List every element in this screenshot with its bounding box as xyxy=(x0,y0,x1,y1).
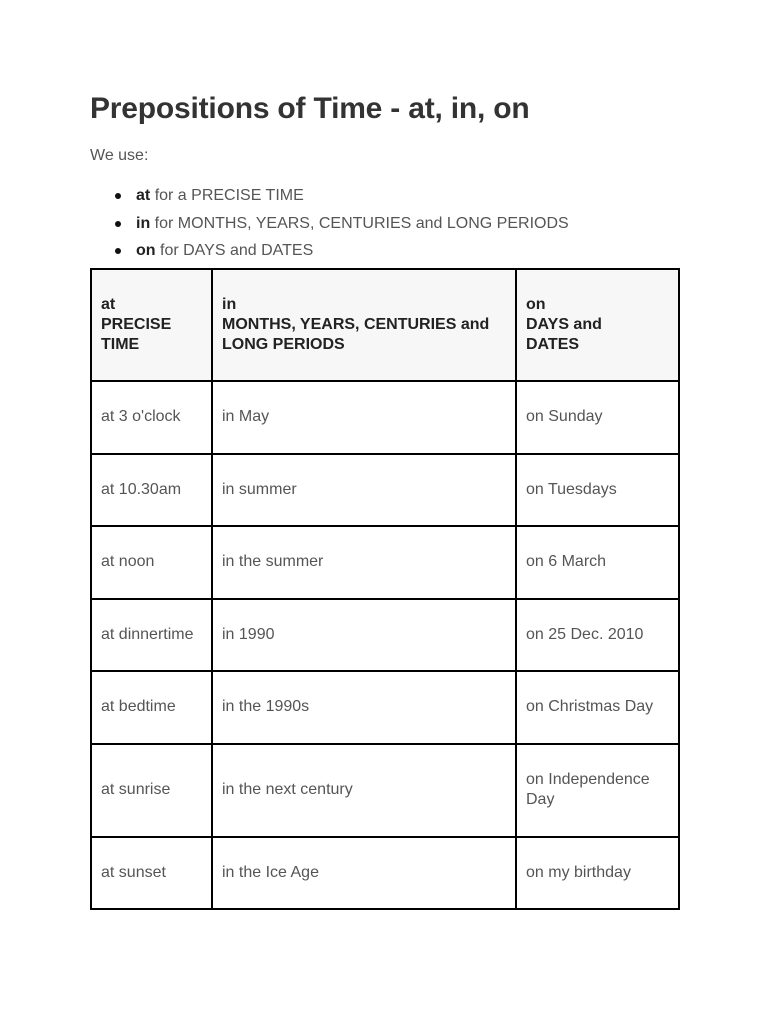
table-cell: in the summer xyxy=(212,526,516,599)
table-header-row xyxy=(91,269,679,381)
intro-text: We use: xyxy=(90,147,149,164)
table-cell: on 25 Dec. 2010 xyxy=(516,599,679,672)
header-cell-on xyxy=(516,269,679,381)
header-line: LONG PERIODS xyxy=(222,336,345,353)
table-row xyxy=(91,744,679,837)
table-cell: at bedtime xyxy=(91,671,212,744)
usage-list xyxy=(90,184,569,267)
table-cell: on Christmas Day xyxy=(516,671,679,744)
prepositions-table xyxy=(90,268,680,910)
table-cell: at noon xyxy=(91,526,212,599)
list-item xyxy=(136,184,569,212)
table-cell: in May xyxy=(212,381,516,454)
bullet-icon xyxy=(115,221,121,227)
list-item xyxy=(136,212,569,240)
usage-keyword: on xyxy=(136,242,156,259)
table-cell: on 6 March xyxy=(516,526,679,599)
table-cell: at 10.30am xyxy=(91,454,212,527)
table-cell: on Sunday xyxy=(516,381,679,454)
header-line: MONTHS, YEARS, CENTURIES and xyxy=(222,316,490,333)
table-cell: at dinnertime xyxy=(91,599,212,672)
usage-text: for a PRECISE TIME xyxy=(154,187,304,204)
table-cell: at sunset xyxy=(91,837,212,910)
header-cell-in xyxy=(212,269,516,381)
table-cell: on Tuesdays xyxy=(516,454,679,527)
bullet-icon xyxy=(115,248,121,254)
usage-keyword: in xyxy=(136,214,151,232)
table-cell: at 3 o'clock xyxy=(91,381,212,454)
table-row xyxy=(91,454,679,527)
page-title: Prepositions of Time - at, in, on xyxy=(90,92,530,125)
usage-keyword: at xyxy=(136,187,151,204)
header-line: TIME xyxy=(101,336,140,353)
table-cell: in the 1990s xyxy=(212,671,516,744)
table-row xyxy=(91,671,679,744)
table-cell: on Independence Day xyxy=(516,744,679,837)
header-line: PRECISE xyxy=(101,316,172,333)
header-keyword: in xyxy=(222,296,237,313)
header-cell-at xyxy=(91,269,212,381)
table-cell: in the next century xyxy=(212,744,516,837)
table-cell: at sunrise xyxy=(91,744,212,837)
usage-text: for DAYS and DATES xyxy=(160,242,314,259)
table-row xyxy=(91,837,679,910)
bullet-icon xyxy=(115,193,121,199)
table-row xyxy=(91,526,679,599)
header-line: DATES xyxy=(526,336,580,353)
table-row xyxy=(91,381,679,454)
table-cell: in summer xyxy=(212,454,516,527)
table-row xyxy=(91,599,679,672)
header-keyword: at xyxy=(101,296,116,313)
header-keyword: on xyxy=(526,296,546,313)
usage-text: for MONTHS, YEARS, CENTURIES and LONG PERIODS xyxy=(154,214,569,232)
table-cell: in 1990 xyxy=(212,599,516,672)
table-cell: in the Ice Age xyxy=(212,837,516,910)
list-item xyxy=(136,239,569,267)
header-line: DAYS and xyxy=(526,316,602,333)
table-cell: on my birthday xyxy=(516,837,679,910)
